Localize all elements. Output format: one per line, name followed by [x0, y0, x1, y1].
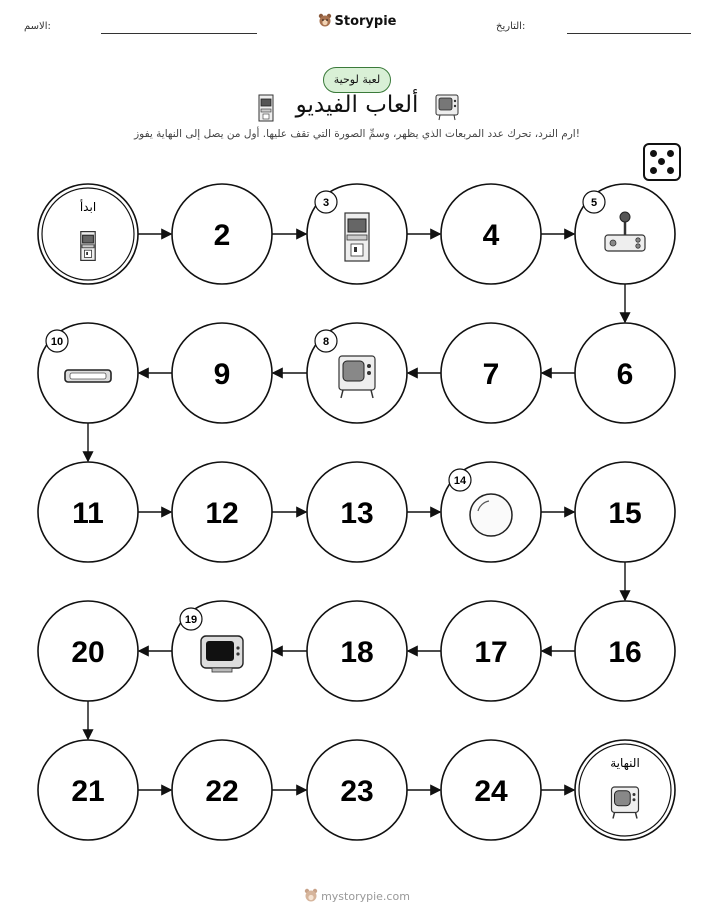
- board-space: [575, 462, 675, 562]
- board-space: [172, 184, 272, 284]
- board-space: [307, 601, 407, 701]
- board-space: [441, 462, 541, 562]
- board-space: [38, 601, 138, 701]
- finish-space: [575, 740, 675, 840]
- name-label: الاسم:: [24, 21, 51, 32]
- board-space: [172, 323, 272, 423]
- board-space: [38, 323, 138, 423]
- space-number: 24: [474, 775, 508, 808]
- space-number: 14: [453, 475, 467, 487]
- board-space: [307, 323, 407, 423]
- board-space: [575, 184, 675, 284]
- bear-logo-icon: [304, 888, 318, 902]
- footer-url: mystorypie.com: [321, 890, 410, 903]
- board-space: [575, 601, 675, 701]
- board-space: [172, 601, 272, 701]
- space-number: 20: [71, 636, 105, 669]
- start-space: [38, 184, 138, 284]
- board-space: [575, 323, 675, 423]
- space-number: 21: [71, 775, 105, 808]
- space-number: 16: [608, 636, 642, 669]
- board-space: [38, 462, 138, 562]
- board-space: [441, 323, 541, 423]
- game-type-badge: لعبة لوحية: [323, 67, 391, 93]
- space-number: 19: [184, 614, 198, 626]
- page-title: ألعاب الفيديو: [295, 92, 419, 118]
- instructions-text: ارم النرد، تحرك عدد المربعات الذي يظهر، وسمِّ الصورة التي تقف عليها. أول من يصل إلى النهاية يفوز!: [134, 128, 580, 140]
- space-number: 2: [213, 219, 231, 252]
- board-space: [38, 740, 138, 840]
- arcade-cabinet-icon: [81, 232, 95, 261]
- space-number: 13: [340, 497, 374, 530]
- board-space: [307, 184, 407, 284]
- brand-name: Storypie: [334, 14, 397, 29]
- game-cartridge-icon: [65, 370, 111, 382]
- space-number: 7: [482, 358, 500, 391]
- start-label: ابدأ: [79, 200, 97, 214]
- space-number: 12: [205, 497, 239, 530]
- space-number: 17: [474, 636, 508, 669]
- arcade-cabinet-icon: [345, 213, 369, 261]
- board-space: [307, 740, 407, 840]
- space-number: 6: [616, 358, 634, 391]
- board-space: [441, 740, 541, 840]
- space-number: 4: [482, 219, 500, 252]
- board-space: [172, 740, 272, 840]
- end-label: النهاية: [610, 756, 640, 770]
- glass-ball-icon: [470, 494, 512, 536]
- space-number: 18: [340, 636, 374, 669]
- board-space: [307, 462, 407, 562]
- space-number: 11: [72, 497, 104, 530]
- space-number: 23: [340, 775, 374, 808]
- space-number: 3: [322, 197, 330, 209]
- crt-monitor-icon: [201, 636, 243, 672]
- board-space: [441, 184, 541, 284]
- date-label: التاريخ:: [496, 21, 526, 32]
- space-number: 8: [322, 336, 330, 348]
- space-number: 22: [205, 775, 239, 808]
- board-space: [441, 601, 541, 701]
- space-number: 9: [213, 358, 231, 391]
- board-space: [172, 462, 272, 562]
- footer: [0, 888, 714, 903]
- space-number: 5: [590, 197, 598, 209]
- space-number: 15: [608, 497, 642, 530]
- space-number: 10: [50, 336, 64, 348]
